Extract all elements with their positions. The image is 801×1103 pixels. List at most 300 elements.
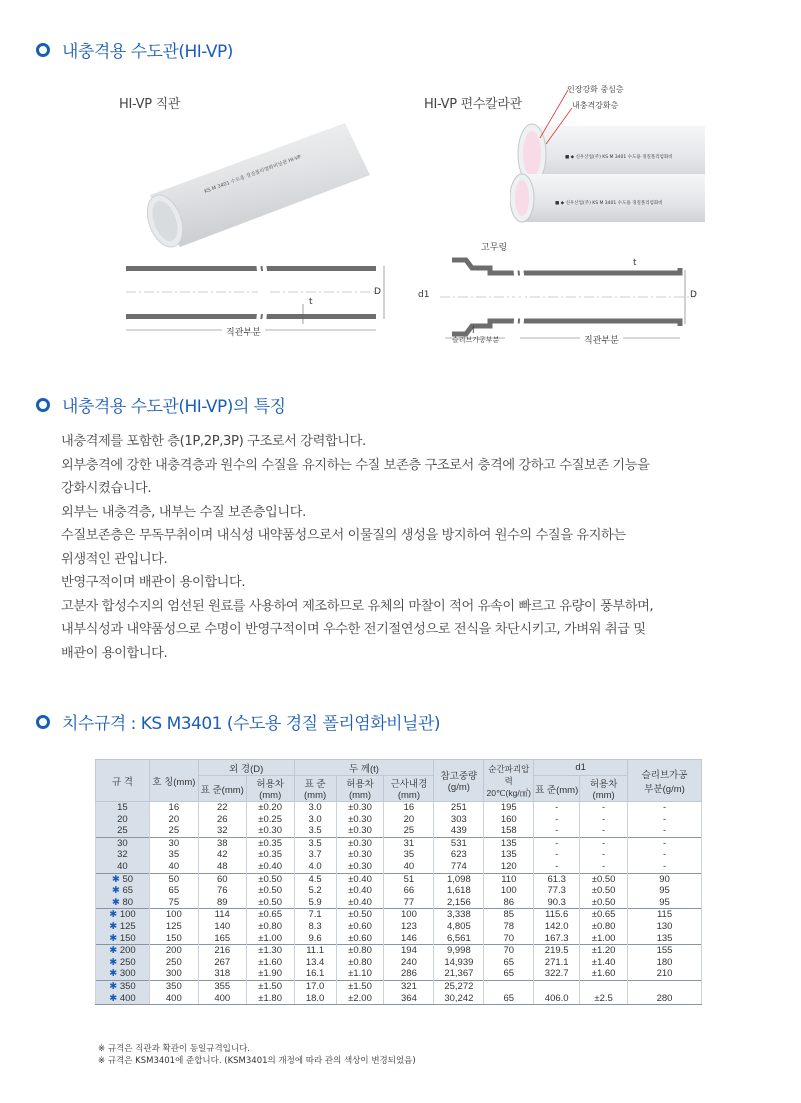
feature-line: 내부식성과 내약품성으로 수명이 반영구적이며 우수한 전기절연성으로 전식을 차단시키고, 가벼워 취급 및: [61, 622, 646, 637]
header-thickness: 두 께(t): [294, 760, 434, 776]
spec-table-body: [96, 802, 702, 1005]
cell-nom: 40: [149, 861, 198, 873]
cell-d1: 115.6: [534, 909, 580, 921]
note-line: ※ 규격은 KSM3401에 준합니다. (KSM3401의 개정에 따라 관의 색상이 변경되었음): [98, 1056, 416, 1066]
cell-t: 7.1: [294, 909, 336, 921]
cell-t: 4.5: [294, 873, 336, 885]
header-weight: 참고중량 (g/m): [434, 760, 484, 802]
feature-line: 배관이 용이합니다.: [61, 645, 168, 661]
cell-sl: -: [628, 825, 702, 837]
cell-od_tol: ±0.40: [246, 861, 294, 873]
dim-D2-label: D: [690, 290, 697, 300]
dim-d1-label: d1: [418, 290, 430, 300]
circle-bullet-icon: [36, 398, 50, 412]
header-nominal: 호 칭(mm): [149, 760, 198, 802]
size-value: 350: [119, 980, 136, 992]
cell-id: 321: [384, 980, 434, 992]
cell-od_tol: ±1.60: [246, 957, 294, 969]
header-burst: 순간파괴압력 20℃(kg/㎠): [484, 760, 534, 802]
cell-sl: 180: [628, 957, 702, 969]
cell-d1: 322.7: [534, 968, 580, 980]
cell-burst: 110: [484, 873, 534, 885]
cell-d1_tol: -: [580, 849, 628, 861]
cell-burst: 135: [484, 837, 534, 849]
size-value: 200: [119, 945, 136, 957]
cell-od_tol: ±0.35: [246, 849, 294, 861]
cell-nom: 16: [149, 802, 198, 814]
cell-burst: 100: [484, 885, 534, 897]
cell-t_tol: ±0.40: [336, 897, 384, 909]
section-title-features: [36, 392, 286, 417]
cell-nom: 350: [149, 980, 198, 992]
cell-id: 31: [384, 837, 434, 849]
cell-id: 364: [384, 993, 434, 1005]
cell-nom: 20: [149, 814, 198, 826]
feature-line: 강화시켰습니다.: [61, 481, 152, 496]
cell-t: 3.5: [294, 837, 336, 849]
star-icon: ✱: [109, 909, 118, 921]
cell-t_tol: ±0.80: [336, 945, 384, 957]
cell-sl: 90: [628, 873, 702, 885]
cell-od_tol: ±0.80: [246, 921, 294, 933]
cell-wt: 251: [434, 802, 484, 814]
cell-d1: 142.0: [534, 921, 580, 933]
table-row: [96, 957, 702, 969]
cell-d1_tol: -: [580, 861, 628, 873]
cell-sl: -: [628, 861, 702, 873]
size-cell: [96, 837, 150, 849]
cell-burst: 70: [484, 933, 534, 945]
cell-od: 48: [198, 861, 246, 873]
cell-t_tol: ±1.50: [336, 980, 384, 992]
cell-wt: 531: [434, 837, 484, 849]
cell-wt: 623: [434, 849, 484, 861]
cell-od_tol: ±0.65: [246, 909, 294, 921]
cell-t_tol: ±2.00: [336, 993, 384, 1005]
layer-outer-label: 인장강화 중심층: [567, 85, 624, 94]
dim-t2-label: t: [633, 258, 637, 268]
cell-d1: -: [534, 825, 580, 837]
header-spec: 규 격: [96, 760, 150, 802]
cell-sl: 280: [628, 993, 702, 1005]
cell-t_tol: ±0.60: [336, 921, 384, 933]
cell-wt: 6,561: [434, 933, 484, 945]
section-title-text: 내충격용 수도관(HI-VP)의 특징: [62, 397, 286, 417]
size-cell: [96, 945, 150, 957]
cell-id: 20: [384, 814, 434, 826]
cell-sl: -: [628, 814, 702, 826]
header-od-tol: 허용차(mm): [246, 776, 294, 802]
cell-t: 17.0: [294, 980, 336, 992]
cell-d1_tol: ±1.20: [580, 945, 628, 957]
cell-nom: 50: [149, 873, 198, 885]
cell-d1_tol: -: [580, 837, 628, 849]
cell-id: 146: [384, 933, 434, 945]
pipe-print-text-2: ■ ◆ 신우산업(주) KS M 3401 수도용 경질폴리염화비: [555, 201, 663, 206]
cell-d1_tol: -: [580, 802, 628, 814]
cell-t_tol: ±0.50: [336, 909, 384, 921]
size-value: 250: [119, 956, 136, 968]
cell-t: 5.2: [294, 885, 336, 897]
section-title-text: 내충격용 수도관(HI-VP): [62, 42, 233, 62]
size-cell: [96, 885, 150, 897]
table-row: [96, 825, 702, 837]
star-icon: ✱: [111, 896, 120, 908]
cell-d1_tol: [580, 980, 628, 992]
cell-d1_tol: ±2.5: [580, 993, 628, 1005]
cell-sl: 95: [628, 885, 702, 897]
cell-d1_tol: ±0.50: [580, 873, 628, 885]
cell-od_tol: ±0.50: [246, 885, 294, 897]
cell-nom: 25: [149, 825, 198, 837]
star-icon: ✱: [111, 885, 120, 897]
cell-nom: 400: [149, 993, 198, 1005]
cell-sl: 135: [628, 933, 702, 945]
cell-d1: -: [534, 814, 580, 826]
cell-t: 3.7: [294, 849, 336, 861]
cell-sl: 115: [628, 909, 702, 921]
table-row: [96, 885, 702, 897]
straight-pipe-image: [140, 115, 380, 255]
size-cell: [96, 897, 150, 909]
cell-t_tol: ±0.40: [336, 885, 384, 897]
cell-d1: -: [534, 837, 580, 849]
cell-wt: 30,242: [434, 993, 484, 1005]
cell-od: 32: [198, 825, 246, 837]
cell-t_tol: ±0.30: [336, 861, 384, 873]
table-row: [96, 993, 702, 1005]
size-value: 300: [119, 968, 136, 980]
cell-t: 13.4: [294, 957, 336, 969]
cell-wt: 4,805: [434, 921, 484, 933]
cell-od: 42: [198, 849, 246, 861]
cell-od_tol: ±1.80: [246, 993, 294, 1005]
size-value: 25: [117, 825, 128, 837]
cell-burst: 160: [484, 814, 534, 826]
table-row: [96, 945, 702, 957]
cell-t_tol: ±0.30: [336, 802, 384, 814]
cell-od_tol: ±1.50: [246, 980, 294, 992]
table-row: [96, 873, 702, 885]
cell-d1: 271.1: [534, 957, 580, 969]
cell-t: 3.0: [294, 814, 336, 826]
size-value: 20: [117, 813, 128, 825]
star-icon: ✱: [109, 920, 118, 932]
size-cell: [96, 921, 150, 933]
cell-od: 76: [198, 885, 246, 897]
cell-burst: 86: [484, 897, 534, 909]
cell-d1_tol: ±1.40: [580, 957, 628, 969]
feature-line: 외부충격에 강한 내충격층과 원수의 수질을 유지하는 수질 보존층 구조로서 충격에 강하고 수질보존 기능을: [61, 457, 650, 473]
feature-line: 고분자 합성수지의 엄선된 원료를 사용하여 제조하므로 유체의 마찰이 적어 유속이 빠르고 유량이 풍부하며,: [61, 598, 654, 614]
layer-inner-label: 내충격강화층: [572, 101, 619, 110]
size-cell: [96, 993, 150, 1005]
pipe-print-text: KS M 3401 수도용 경질폴리염화비닐관 HI-VP: [203, 154, 303, 195]
table-notes: [98, 1043, 416, 1067]
cell-burst: 195: [484, 802, 534, 814]
cell-d1: -: [534, 849, 580, 861]
feature-line: 반영구적이며 배관이 용이합니다.: [61, 575, 246, 590]
cell-t_tol: ±0.30: [336, 849, 384, 861]
cell-od_tol: ±0.50: [246, 873, 294, 885]
cell-t_tol: ±1.10: [336, 968, 384, 980]
cell-t: 9.6: [294, 933, 336, 945]
cell-id: 16: [384, 802, 434, 814]
table-row: [96, 849, 702, 861]
cell-od: 22: [198, 802, 246, 814]
feature-line: 외부는 내충격층, 내부는 수질 보존층입니다.: [61, 504, 306, 520]
cell-wt: 25,272: [434, 980, 484, 992]
dim-D-label: D: [374, 287, 381, 297]
cell-d1: 406.0: [534, 993, 580, 1005]
cell-d1_tol: ±0.65: [580, 909, 628, 921]
cell-sl: -: [628, 802, 702, 814]
size-value: 40: [117, 860, 128, 872]
cell-od: 140: [198, 921, 246, 933]
size-cell: [96, 980, 150, 992]
cell-od_tol: ±1.90: [246, 968, 294, 980]
cell-od_tol: ±1.00: [246, 933, 294, 945]
size-value: 150: [119, 932, 136, 944]
size-value: 32: [117, 849, 128, 861]
cell-sl: -: [628, 837, 702, 849]
cell-sl: 155: [628, 945, 702, 957]
cell-d1: [534, 980, 580, 992]
feature-line: 수질보존층은 무독무취이며 내식성 내약품성으로서 이물질의 생성을 방지하여 원수의 수질을 유지하는: [61, 528, 626, 543]
cell-wt: 303: [434, 814, 484, 826]
cell-od: 355: [198, 980, 246, 992]
pipe-print-text-1: ■ ◆ 신우산업(주) KS M 3401 수도용 경질폴리염화비: [565, 155, 673, 160]
cell-id: 77: [384, 897, 434, 909]
cell-d1_tol: -: [580, 825, 628, 837]
star-icon: ✱: [109, 980, 118, 992]
dim-l-label: l: [472, 326, 475, 336]
cell-t: 4.0: [294, 861, 336, 873]
cell-burst: 135: [484, 849, 534, 861]
cell-t: 8.3: [294, 921, 336, 933]
cell-burst: 85: [484, 909, 534, 921]
cell-nom: 125: [149, 921, 198, 933]
cell-d1_tol: -: [580, 814, 628, 826]
size-value: 400: [119, 992, 136, 1004]
cell-od: 216: [198, 945, 246, 957]
cell-t: 18.0: [294, 993, 336, 1005]
cell-od: 165: [198, 933, 246, 945]
cell-d1_tol: ±0.50: [580, 885, 628, 897]
dim-t-label: t: [309, 297, 313, 307]
cell-nom: 250: [149, 957, 198, 969]
size-value: 125: [119, 920, 136, 932]
header-d1-tol: 허용차(mm): [580, 776, 628, 802]
cell-od_tol: ±0.30: [246, 825, 294, 837]
star-icon: ✱: [109, 968, 118, 980]
cell-id: 35: [384, 849, 434, 861]
cell-t_tol: ±0.40: [336, 873, 384, 885]
size-cell: [96, 849, 150, 861]
star-icon: ✱: [109, 956, 118, 968]
cell-burst: 120: [484, 861, 534, 873]
feature-line: 내충격제를 포함한 층(1P,2P,3P) 구조로서 강력합니다.: [61, 434, 366, 449]
table-row: [96, 897, 702, 909]
header-od: 외 경(D): [198, 760, 294, 776]
cell-sl: -: [628, 849, 702, 861]
cell-wt: 2,156: [434, 897, 484, 909]
cell-sl: [628, 980, 702, 992]
table-row: [96, 814, 702, 826]
cell-t_tol: ±0.30: [336, 837, 384, 849]
size-cell: [96, 957, 150, 969]
cell-id: 66: [384, 885, 434, 897]
size-cell: [96, 825, 150, 837]
cell-id: 25: [384, 825, 434, 837]
size-cell: [96, 861, 150, 873]
cell-d1: 167.3: [534, 933, 580, 945]
cell-burst: 70: [484, 945, 534, 957]
cell-d1: 77.3: [534, 885, 580, 897]
cell-od: 400: [198, 993, 246, 1005]
cell-id: 194: [384, 945, 434, 957]
cell-od_tol: ±0.50: [246, 897, 294, 909]
header-t-std: 표 준(mm): [294, 776, 336, 802]
cell-id: 40: [384, 861, 434, 873]
cell-d1_tol: ±1.00: [580, 933, 628, 945]
straight-pipe-label: HI-VP 직관: [119, 97, 181, 112]
cell-nom: 35: [149, 849, 198, 861]
cell-sl: 210: [628, 968, 702, 980]
table-row: [96, 921, 702, 933]
cell-id: 51: [384, 873, 434, 885]
size-value: 100: [119, 909, 136, 921]
cell-d1: 61.3: [534, 873, 580, 885]
table-row: [96, 837, 702, 849]
size-value: 80: [122, 896, 134, 908]
cell-t_tol: ±0.80: [336, 957, 384, 969]
section-title-spec: [36, 709, 440, 734]
size-value: 15: [117, 802, 128, 813]
cell-sl: 130: [628, 921, 702, 933]
star-icon: ✱: [109, 945, 118, 957]
cell-d1: -: [534, 802, 580, 814]
star-icon: ✱: [111, 873, 120, 885]
collar-pipe-label: HI-VP 편수칼라관: [424, 97, 522, 112]
cell-t_tol: ±0.30: [336, 814, 384, 826]
features-text: [61, 430, 761, 665]
cell-od_tol: ±0.35: [246, 837, 294, 849]
size-value: 30: [117, 837, 128, 849]
size-value: 65: [122, 885, 134, 897]
cell-wt: 439: [434, 825, 484, 837]
cell-burst: [484, 980, 534, 992]
cell-od: 267: [198, 957, 246, 969]
circle-bullet-icon: [36, 43, 50, 57]
feature-line: 위생적인 관입니다.: [61, 551, 168, 567]
circle-bullet-icon: [36, 715, 50, 729]
cell-d1_tol: ±1.60: [580, 968, 628, 980]
cell-t: 3.5: [294, 825, 336, 837]
cell-nom: 200: [149, 945, 198, 957]
cell-od: 318: [198, 968, 246, 980]
cell-t_tol: ±0.60: [336, 933, 384, 945]
cell-t: 16.1: [294, 968, 336, 980]
cell-id: 100: [384, 909, 434, 921]
header-od-std: 표 준(mm): [198, 776, 246, 802]
table-row: [96, 968, 702, 980]
cell-od: 60: [198, 873, 246, 885]
cell-d1: -: [534, 861, 580, 873]
cell-burst: 78: [484, 921, 534, 933]
star-icon: ✱: [109, 992, 118, 1004]
cell-nom: 100: [149, 909, 198, 921]
table-row: [96, 980, 702, 992]
table-row: [96, 802, 702, 814]
cell-wt: 9,998: [434, 945, 484, 957]
section-title-product: [36, 37, 233, 62]
cell-d1: 219.5: [534, 945, 580, 957]
section-title-text: 치수규격 : KS M3401 (수도용 경질 폴리염화비닐관): [62, 714, 441, 734]
cell-od: 89: [198, 897, 246, 909]
straight-part2-label: 직관부분: [580, 333, 623, 346]
cell-burst: 65: [484, 957, 534, 969]
size-value: 50: [122, 873, 134, 885]
cell-d1: 90.3: [534, 897, 580, 909]
cell-id: 123: [384, 921, 434, 933]
cell-t: 5.9: [294, 897, 336, 909]
header-sleeve: 슬리브가공 부분(g/m): [628, 760, 702, 802]
size-cell: [96, 968, 150, 980]
cell-burst: 65: [484, 968, 534, 980]
cell-nom: 75: [149, 897, 198, 909]
cell-nom: 30: [149, 837, 198, 849]
header-t-tol: 허용차(mm): [336, 776, 384, 802]
cell-d1_tol: ±0.50: [580, 897, 628, 909]
cell-sl: 95: [628, 897, 702, 909]
cell-od: 26: [198, 814, 246, 826]
cell-od_tol: ±0.25: [246, 814, 294, 826]
spec-table: [95, 759, 702, 1005]
cell-wt: 14,939: [434, 957, 484, 969]
header-d1: d1: [534, 760, 628, 776]
cell-wt: 1,098: [434, 873, 484, 885]
table-row: [96, 909, 702, 921]
table-row: [96, 861, 702, 873]
note-line: ※ 규격은 직관과 확관이 동일규격입니다.: [98, 1044, 251, 1054]
straight-part-label: 직관부분: [222, 325, 265, 338]
cell-wt: 1,618: [434, 885, 484, 897]
header-approx-id: 근사내경(mm): [384, 776, 434, 802]
cell-wt: 3,338: [434, 909, 484, 921]
cell-burst: 65: [484, 993, 534, 1005]
size-cell: [96, 802, 150, 814]
cell-nom: 150: [149, 933, 198, 945]
gasket-label: 고무링: [481, 243, 508, 253]
cell-burst: 158: [484, 825, 534, 837]
size-cell: [96, 873, 150, 885]
cell-t: 11.1: [294, 945, 336, 957]
cell-od_tol: ±1.30: [246, 945, 294, 957]
cell-t_tol: ±0.30: [336, 825, 384, 837]
cell-id: 286: [384, 968, 434, 980]
cell-od_tol: ±0.20: [246, 802, 294, 814]
cell-wt: 21,367: [434, 968, 484, 980]
size-cell: [96, 909, 150, 921]
cell-nom: 300: [149, 968, 198, 980]
table-row: [96, 933, 702, 945]
socket-part-label: 슬리브가공부분: [452, 336, 500, 344]
cell-nom: 65: [149, 885, 198, 897]
star-icon: ✱: [109, 932, 118, 944]
header-d1-std: 표 준(mm): [534, 776, 580, 802]
cell-id: 240: [384, 957, 434, 969]
